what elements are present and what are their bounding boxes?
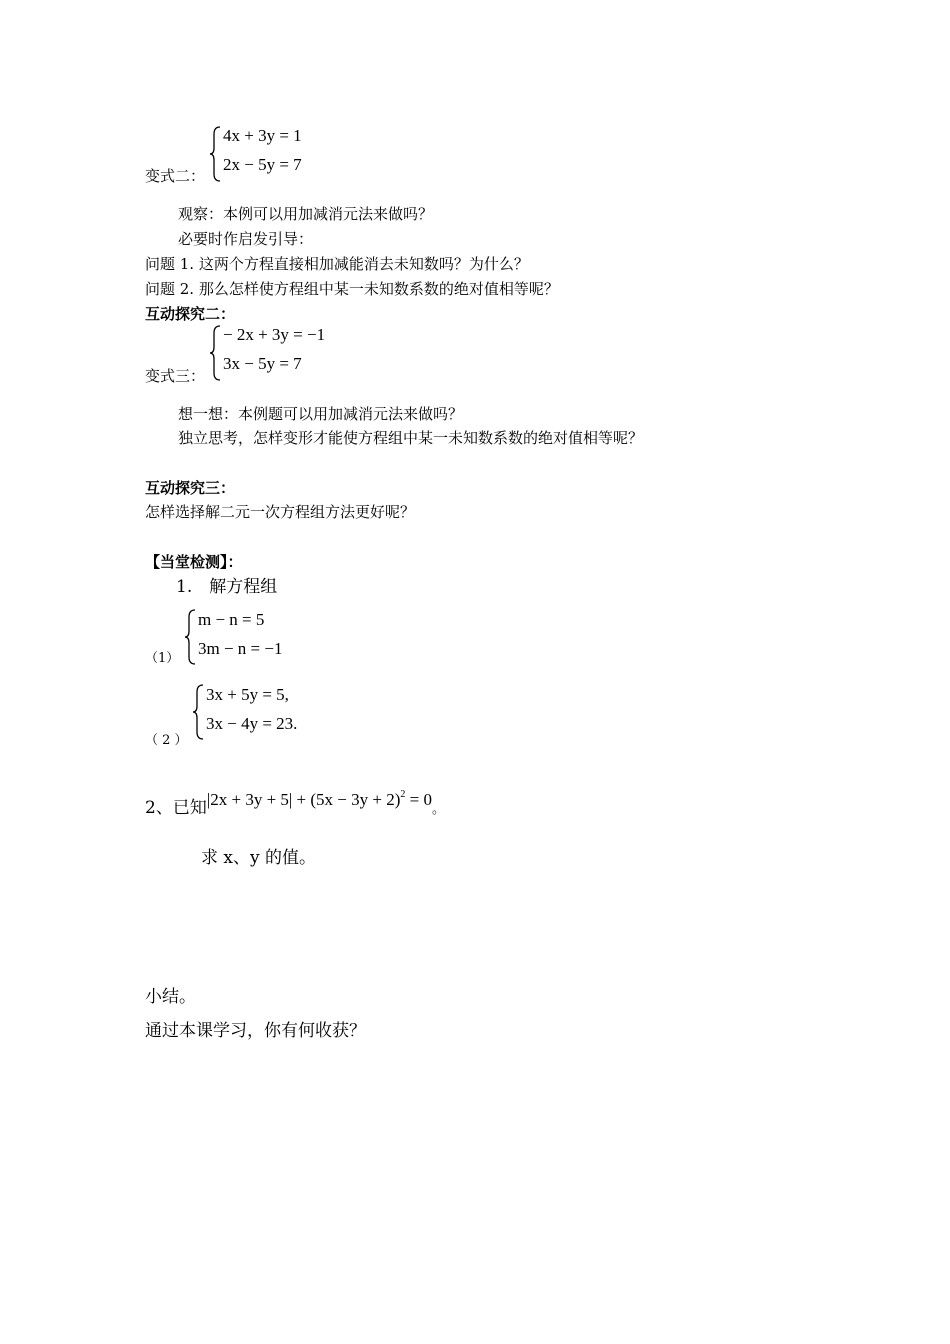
variant2-system — [210, 124, 340, 184]
task2-suffix: 。 — [432, 802, 446, 817]
system2-eq2: 3x − 4y = 23. — [206, 714, 298, 733]
independent-text: 独立思考，怎样变形才能使方程组中某一未知数系数的绝对值相等呢？ — [178, 429, 644, 447]
how-choose-text: 怎样选择解二元一次方程组方法更好呢？ — [145, 503, 416, 521]
system1-label: （1） — [145, 651, 180, 666]
summary-text: 小结。 — [145, 987, 196, 1007]
variant2-eq1: 4x + 3y = 1 — [223, 126, 302, 145]
task2-expr-exponent: 2 — [400, 789, 406, 800]
gain-text: 通过本课学习，你有何收获？ — [145, 1021, 366, 1041]
task2-expression — [207, 790, 432, 809]
system2-label: （ 2 ） — [145, 733, 188, 748]
task2-prefix: 2、已知 — [145, 798, 207, 818]
variant2-eq2: 2x − 5y = 7 — [223, 155, 302, 174]
explore3-heading: 互动探究三： — [145, 479, 236, 497]
task2-expr-main: |2x + 3y + 5| + (5x − 3y + 2) — [206, 790, 401, 809]
explore2-heading: 互动探究二： — [145, 305, 236, 323]
question-2: 问题 2. 那么怎样使方程组中某一未知数系数的绝对值相等呢？ — [145, 280, 559, 298]
system2-eq1: 3x + 5y = 5, — [206, 685, 289, 704]
guide-text: 必要时作启发引导： — [178, 230, 314, 248]
left-brace-icon — [210, 126, 222, 182]
system1-eq2: 3m − n = −1 — [198, 639, 283, 658]
find-text: 求 x、y 的值。 — [201, 848, 316, 868]
check-heading: 【当堂检测】： — [145, 553, 243, 571]
left-brace-icon — [193, 684, 205, 740]
variant3-label: 变式三： — [145, 367, 206, 385]
task2-line — [145, 789, 446, 818]
variant3-eq1: − 2x + 3y = −1 — [223, 325, 326, 344]
task1-text: 1. 解方程组 — [176, 577, 278, 597]
left-brace-icon — [185, 609, 197, 665]
system1-eq1: m − n = 5 — [198, 610, 265, 629]
variant2-label: 变式二： — [145, 167, 206, 185]
question-1: 问题 1. 这两个方程直接相加减能消去未知数吗？为什么？ — [145, 255, 529, 273]
variant3-system — [210, 323, 360, 383]
think-text: 想一想：本例题可以用加减消元法来做吗？ — [178, 405, 464, 423]
system1 — [185, 607, 325, 667]
left-brace-icon — [210, 325, 222, 381]
variant3-eq2: 3x − 5y = 7 — [223, 354, 302, 373]
task2-expr-equals: = 0 — [405, 790, 432, 809]
observe-text: 观察：本例可以用加减消元法来做吗？ — [178, 205, 434, 223]
system2 — [193, 682, 333, 742]
